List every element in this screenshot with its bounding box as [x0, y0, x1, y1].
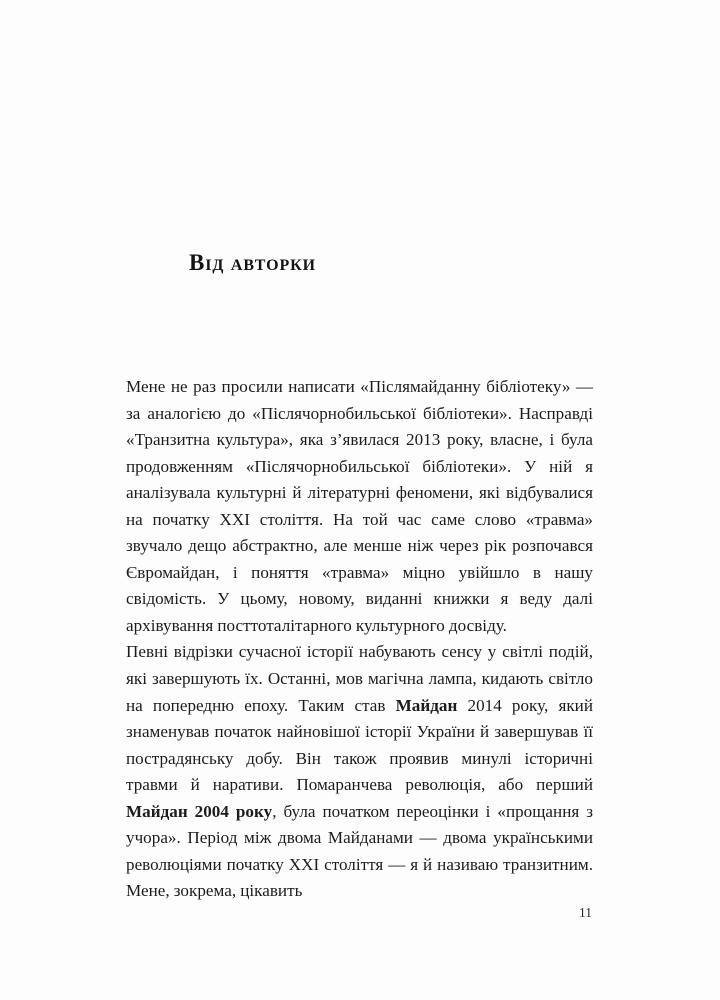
text-run: , була початком переоцінки і «прощання з учора». Період між двома Майданами — двома українськими революціями початку XXI століття — я й називаю транзитним. Мене, зокрема, цікавить: [126, 801, 593, 901]
paragraph-p2: [126, 639, 593, 904]
page-title: Від авторки: [189, 250, 316, 276]
text-run: Певні відрізки сучасної історії набувають сенсу у світлі подій, які завершують їх. Останні, мов магічна лампа, кидають світло на попередню епоху. Таким став: [126, 642, 593, 715]
emphasized-text: Майдан 2004 року: [126, 801, 273, 821]
emphasized-text: Майдан: [395, 695, 458, 715]
body-text-block: [126, 374, 593, 905]
text-run: 2014 року, який знаменував початок найновішої історії України й завершував її пострадянську добу. Він також проявив минулі історичні травми й наративи. Помаранчева революція, або перший: [126, 695, 593, 795]
page-number: 11: [579, 905, 592, 920]
text-run: Мене не раз просили написати «Післямайданну бібліотеку» — за аналогією до «Післячорнобильської бібліотеки». Насправді «Транзитна культура», яка з’явилася 2013 року, власне, і була продовженням «Післячорнобильської бібліотеки». У ній я аналізувала культурні й літературні феномени, які відбувалися на початку XXI століття. На той час саме слово «травма» звучало дещо абстрактно, але менше ніж через рік розпочався Євромайдан, і поняття «травма» міцно увійшло в нашу свідомість. У цьому, новому, виданні книжки я веду далі архівування посттоталітарного культурного досвіду.: [126, 377, 593, 635]
paragraph-p1: [126, 374, 593, 639]
